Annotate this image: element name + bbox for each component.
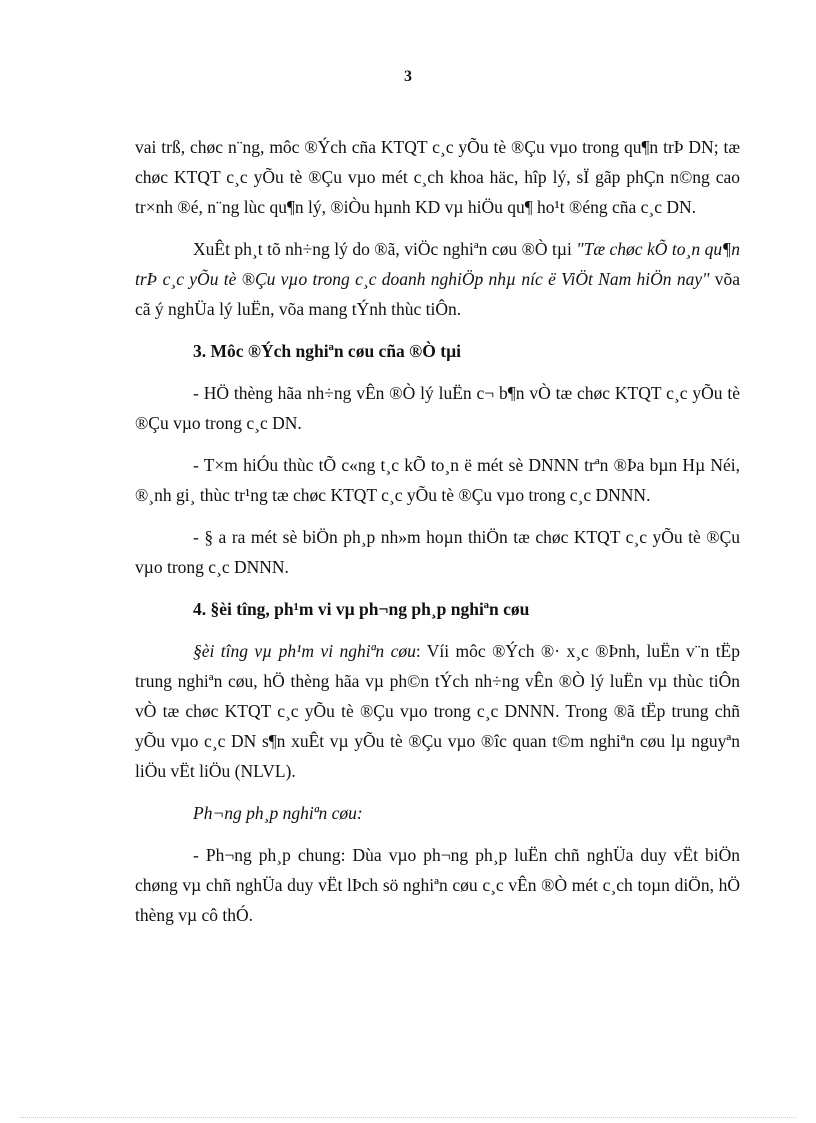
- paragraph-reason: [135, 234, 740, 324]
- section-heading-4: 4. §èi tîng, ph¹m vi vµ ph¬ng ph¸p nghiªn cøu: [193, 599, 530, 619]
- bullet-3: - § a ra mét sè biÖn ph¸p nh»m hoµn thiÖn tæ chøc KTQT c¸c yÕu tè ®Çu vµo trong c¸c DNNN.: [135, 527, 740, 577]
- page-number: 3: [404, 68, 412, 85]
- paragraph-scope: [135, 636, 740, 786]
- section-heading-3: 3. Môc ®Ých nghiªn cøu cña ®Ò tµi: [193, 341, 462, 361]
- thesis-title: "Tæ chøc kÕ to¸n qu¶n trÞ c¸c yÕu tè ®Çu vµo trong c¸c doanh nghiÖp nhµ níc ë ViÖt Nam hiÖn nay": [135, 239, 740, 289]
- paragraph-intro: vai trß, chøc n¨ng, môc ®Ých cña KTQT c¸c yÕu tè ®Çu vµo trong qu¶n trÞ DN; tæ chøc KTQT c¸c yÕu tè ®Çu vµo mét c¸ch khoa häc, hîp lý, sÏ gãp phÇn n©ng cao tr×nh ®é, n¨ng lùc qu¶n lý, ®iÒu hµnh KD vµ hiÖu qu¶ ho¹t ®éng cña c¸c DN.: [135, 137, 740, 217]
- page-body: [135, 132, 740, 930]
- scope-label: §èi tîng vµ ph¹m vi nghiªn cøu: [193, 641, 416, 661]
- bullet-1: - HÖ thèng hãa nh÷ng vÊn ®Ò lý luËn c¬ b¶n vÒ tæ chøc KTQT c¸c yÕu tè ®Çu vµo trong c¸c DN.: [135, 383, 740, 433]
- scope-text: : Víi môc ®Ých ®· x¸c ®Þnh, luËn v¨n tËp trung nghiªn cøu, hÖ thèng hãa vµ ph©n tÝch nh÷ng vÊn ®Ò lý luËn vµ thùc tiÔn vÒ tæ chøc KTQT c¸c yÕu tè ®Çu vµo trong c¸c DNNN. Trong ®ã tËp trung chñ yÕu vµo c¸c DN s¶n xuÊt vµ yÕu tè ®Çu vµo ®îc quan t©m nghiªn cøu lµ nguyªn liÖu vËt liÖu (NLVL).: [135, 641, 740, 781]
- reason-text-end: võa cã ý nghÜa lý luËn, võa mang tÝnh thùc tiÔn.: [135, 269, 740, 319]
- reason-text-start: XuÊt ph¸t tõ nh÷ng lý do ®ã, viÖc nghiªn cøu ®Ò tµi: [193, 239, 577, 259]
- page-bottom-divider: [20, 1117, 796, 1118]
- bullet-2: - T×m hiÓu thùc tÕ c«ng t¸c kÕ to¸n ë mét sè DNNN trªn ®Þa bµn Hµ Néi, ®¸nh gi¸ thùc tr¹ng tæ chøc KTQT c¸c yÕu tè ®Çu vµo trong c¸c DNNN.: [135, 455, 740, 505]
- methods-label: Ph¬ng ph¸p nghiªn cøu:: [193, 803, 363, 823]
- paragraph-methods: - Ph¬ng ph¸p chung: Dùa vµo ph¬ng ph¸p luËn chñ nghÜa duy vËt biÖn chøng vµ chñ nghÜa duy vËt lÞch sö nghiªn cøu c¸c vÊn ®Ò mét c¸ch toµn diÖn, hÖ thèng vµ cô thÓ.: [135, 845, 740, 925]
